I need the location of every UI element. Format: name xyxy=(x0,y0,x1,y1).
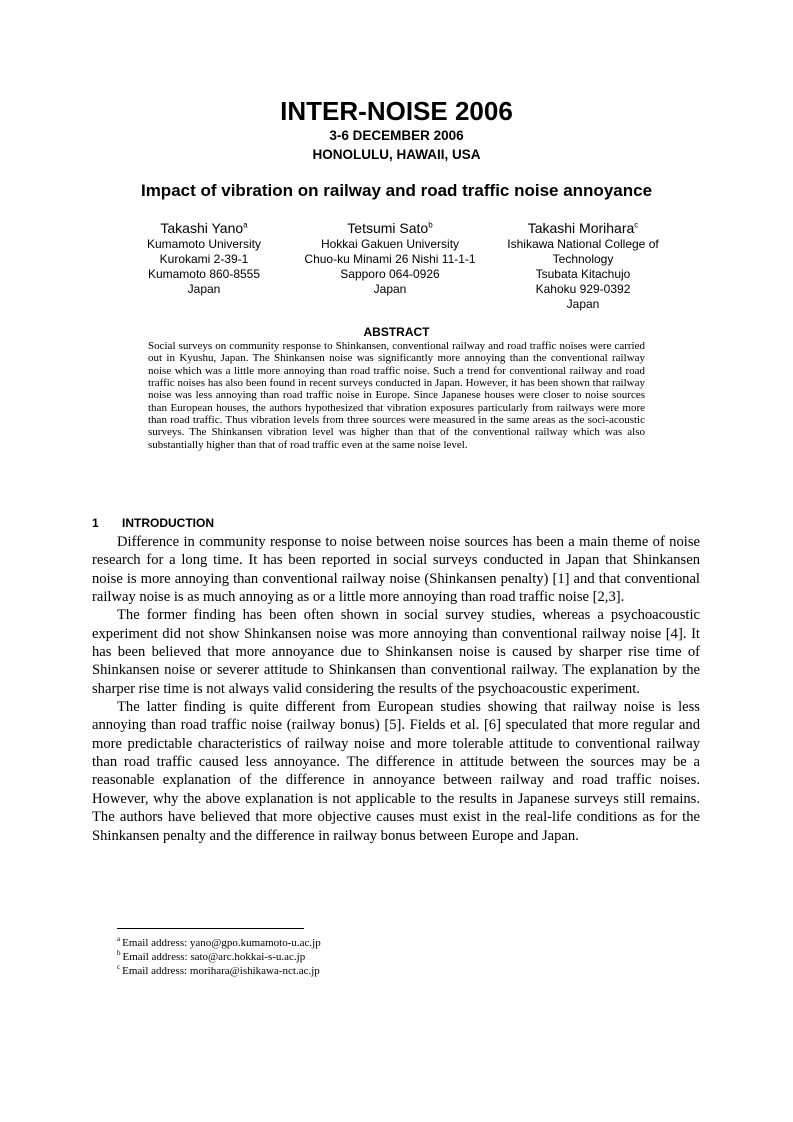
author-affiliation-line: Tsubata Kitachujo xyxy=(535,267,631,281)
author-name: Takashi Yano$^a$ xyxy=(160,220,248,236)
footnote-separator xyxy=(117,928,304,929)
author-affiliation-line: Kurokami 2-39-1 xyxy=(159,252,249,266)
abstract-heading: ABSTRACT xyxy=(363,325,430,339)
author-affiliation-line: Technology xyxy=(552,252,614,266)
author-name: Tetsumi Sato$^b$ xyxy=(347,220,433,236)
section-title: INTRODUCTION xyxy=(122,516,214,530)
author-affiliation-line: Sapporo 064-0926 xyxy=(340,267,440,281)
footnotes xyxy=(117,936,321,978)
author-affiliation-line: Japan xyxy=(566,297,600,311)
author-affiliation-line: Chuo-ku Minami 26 Nishi 11-1-1 xyxy=(304,252,476,266)
author-affiliation-line: Japan xyxy=(187,282,221,296)
author-affiliation-line: Kahoku 929-0392 xyxy=(535,282,631,296)
section-body xyxy=(92,533,700,845)
footnote: $^b$ Email address: sato@arc.hokkai-s-u.ac.jp xyxy=(117,949,306,963)
author-block-2 xyxy=(285,219,495,297)
section-heading xyxy=(92,516,214,530)
body-paragraph: Difference in community response to noise between noise sources has been a main theme of noise research for a long time. It has been reported in social surveys conducted in Japan that Shinkansen noise is more annoying than conventional railway noise (Shinkansen penalty) [1] and that conventional railway noise is as much annoying as or a little more annoying than road traffic noise [2,3]. xyxy=(92,534,700,606)
author-affiliation-line: Hokkai Gakuen University xyxy=(320,237,460,251)
author-name: Takashi Morihara$^c$ xyxy=(527,220,639,236)
author-block-3 xyxy=(496,219,670,312)
section-number: 1 xyxy=(92,516,99,530)
author-affiliation-line: Kumamoto 860-8555 xyxy=(147,267,261,281)
conference-title: INTER-NOISE 2006 xyxy=(280,96,513,126)
conference-dates: 3-6 DECEMBER 2006 xyxy=(329,128,464,143)
footnote: $^c$ Email address: morihara@ishikawa-nct.ac.jp xyxy=(117,963,320,977)
author-affiliation-line: Japan xyxy=(373,282,407,296)
abstract-text: Social surveys on community response to Shinkansen, conventional railway and road traffic noises were carried out in Kyushu, Japan. The Shinkansen noise was significantly more annoying than the conventional railway noise which was a little more annoying than road traffic noise. Such a trend for conventional railway and road traffic noises has also been found in recent surveys conducted in Japan. However, it has been shown that railway noise was less annoying than road traffic noise in Europe. Since Japanese houses were closer to noise sources than European houses, the authors hypothesized that vibration exposures particularly from railways were more than road traffic. Thus vibration levels from three sources were measured in the same areas as the soci-acoustic surveys. The Shinkansen vibration level was higher than that of the conventional railway which was also substantially higher than that of road traffic even at the same noise level. xyxy=(148,340,645,451)
footnote: $^a$ Email address: yano@gpo.kumamoto-u.ac.jp xyxy=(117,935,321,949)
body-paragraph: The latter finding is quite different from European studies showing that railway noise is less annoying than road traffic noise (railway bonus) [5]. Fields et al. [6] speculated that more regular and more predictable characteristics of railway noise and more tolerable attitude to conventional railway than road traffic caused less annoyance. The difference in attitude between the sources may be a reasonable explanation of the difference in annoyance between railway and road traffic noises. However, why the above explanation is not applicable to the results in Japanese surveys still remains. The authors have believed that more objective causes must exist in the real-life conditions as for the Shinkansen penalty and the difference in railway bonus between Europe and Japan. xyxy=(92,699,700,844)
conference-location: HONOLULU, HAWAII, USA xyxy=(312,147,481,162)
author-affiliation-line: Kumamoto University xyxy=(146,237,262,251)
body-paragraph: The former finding has been often shown in social survey studies, whereas a psychoacoustic experiment did not show Shinkansen noise was more annoying than conventional railway noise [4]. It has been believed that more annoyance due to Shinkansen noise is caused by sharper rise time of Shinkansen noise or severer attitude to Shinkansen than conventional railway. The explanation by the sharper rise time is not always valid considering the results of the psychoacoustic experiment. xyxy=(92,607,700,697)
author-block-1 xyxy=(124,219,284,297)
paper-title: Impact of vibration on railway and road traffic noise annoyance xyxy=(140,181,653,200)
author-affiliation-line: Ishikawa National College of xyxy=(507,237,659,251)
